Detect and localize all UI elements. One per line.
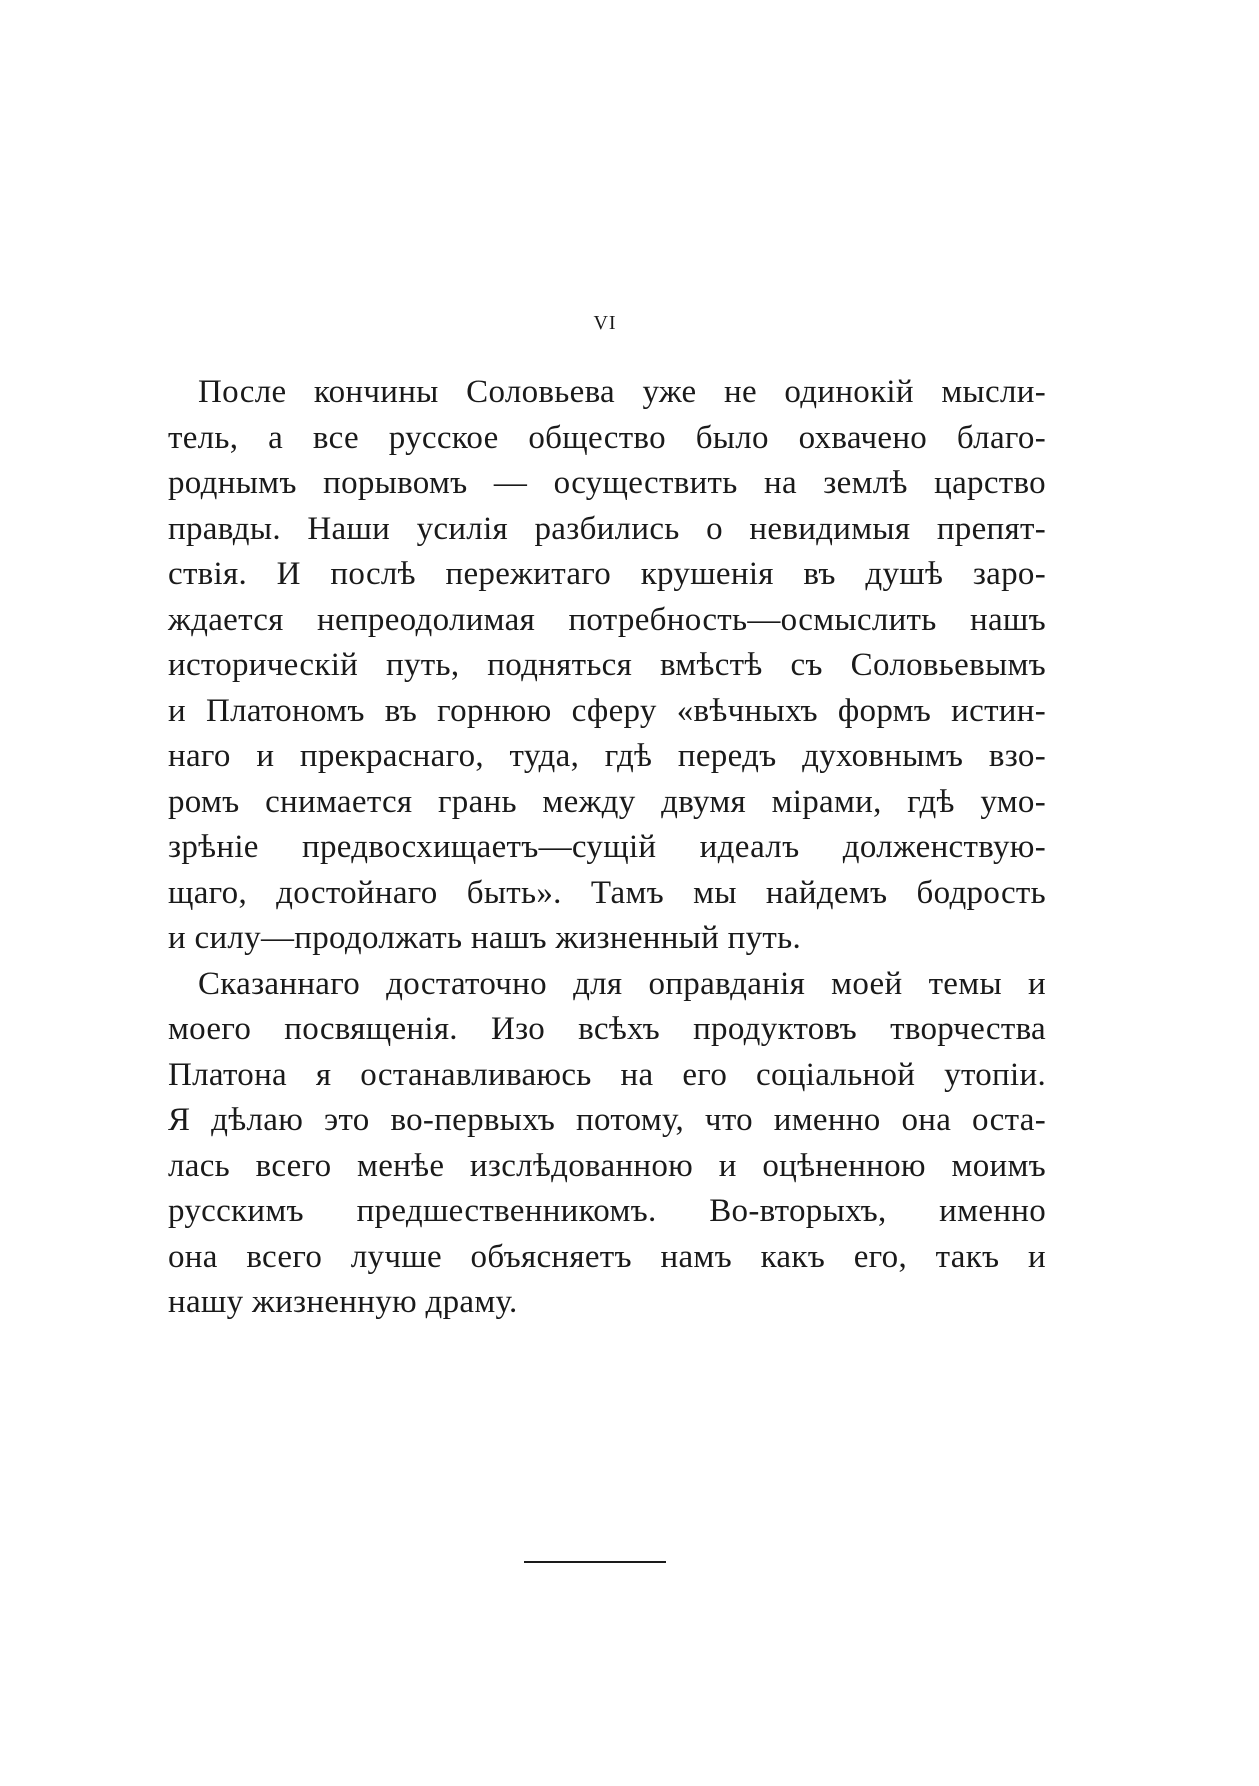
text-line: лась всего менѣе изслѣдованною и оцѣненною моимъ	[168, 1147, 1046, 1184]
text-line: тель, а все русское общество было охвачено благо-	[168, 419, 1046, 456]
text-line: щаго, достойнаго быть». Тамъ мы найдемъ бодрость	[168, 874, 1046, 911]
text-line: русскимъ предшественникомъ. Во-вторыхъ, именно	[168, 1193, 1046, 1229]
body-text	[168, 370, 1046, 1326]
text-line: После кончины Соловьева уже не одинокій мысли-	[198, 374, 1046, 410]
text-line: и Платономъ въ горнюю сферу «вѣчныхъ формъ истин-	[168, 692, 1046, 729]
text-line: Платона я останавливаюсь на его соціальной утопіи.	[168, 1056, 1046, 1093]
text-line: и силу—продолжать нашъ жизненный путь.	[168, 920, 802, 956]
end-rule-divider	[524, 1561, 666, 1563]
text-line: Сказаннаго достаточно для оправданія моей темы и	[198, 965, 1046, 1002]
text-line: историческій путь, подняться вмѣстѣ съ Соловьевымъ	[168, 647, 1046, 683]
page-number: VI	[593, 312, 617, 334]
text-line: ствія. И послѣ пережитаго крушенія въ душѣ заро-	[168, 556, 1046, 592]
text-line: зрѣніе предвосхищаетъ—сущій идеалъ долженствую-	[168, 829, 1046, 865]
text-line: наго и прекраснаго, туда, гдѣ передъ духовнымъ взо-	[168, 738, 1046, 774]
text-line: моего посвященія. Изо всѣхъ продуктовъ творчества	[168, 1011, 1046, 1047]
text-line: она всего лучше объясняетъ намъ какъ его, такъ и	[168, 1238, 1046, 1275]
text-line: правды. Наши усилія разбились о невидимыя препят-	[168, 510, 1046, 547]
paragraph-2	[168, 962, 1046, 1326]
text-line: Я дѣлаю это во-первыхъ потому, что именно она оста-	[168, 1102, 1046, 1138]
text-line: ждается непреодолимая потребность—осмыслить нашъ	[168, 601, 1046, 638]
text-line: роднымъ порывомъ — осуществить на землѣ царство	[168, 465, 1046, 501]
paragraph-1	[168, 370, 1046, 962]
text-line: нашу жизненную драму.	[168, 1284, 518, 1320]
text-line: ромъ снимается грань между двумя мірами, гдѣ умо-	[168, 783, 1046, 820]
